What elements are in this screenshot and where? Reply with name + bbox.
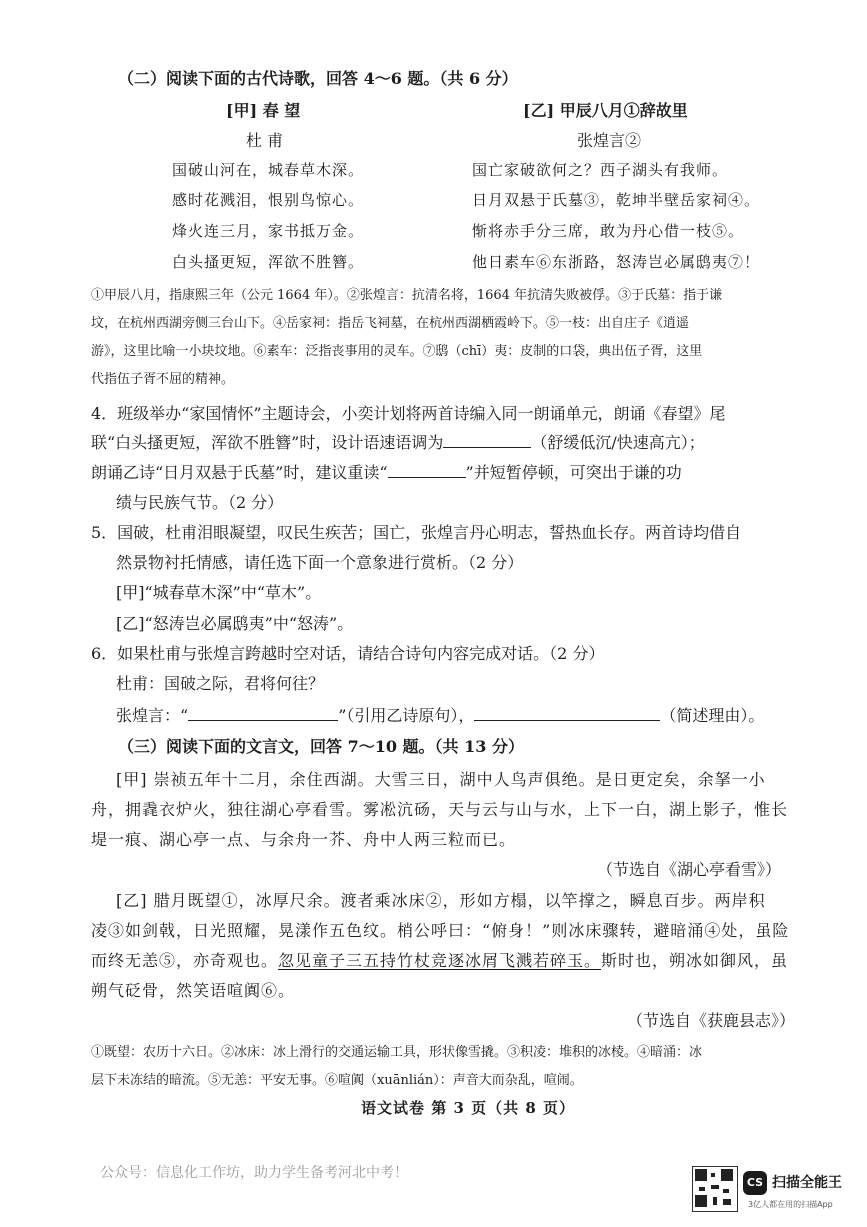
passage-b-line: 朔气砭骨，然笑语喧阗⑥。 xyxy=(91,981,296,1000)
passage-b-line: 凌③如剑戟，日光照耀，晃漾作五色纹。梢公呼曰：“俯身！”则冰床骤转，避暗涌④处，虽险 xyxy=(91,921,790,940)
poem-note: 游》，这里比喻一小块坟地。⑥素车：泛指丧事用的灵车。⑦鸱（chī）夷：皮制的口袋，典出伍子胥，这里 xyxy=(91,344,703,359)
poem-b-line: 日月双悬于氏墓③，乾坤半壁岳家祠④。 xyxy=(472,191,761,209)
q6-line: 6．如果杜甫与张煌言跨越时空对话，请结合诗句内容完成对话。（2 分） xyxy=(91,644,605,663)
poem-a-author: 杜 甫 xyxy=(246,131,284,150)
q5-option-a: [甲]“城春草木深”中“草木”。 xyxy=(116,583,322,602)
watermark-text: 公众号：信息化工作坊，助力学生备考河北中考！ xyxy=(100,1165,408,1181)
passage-a-line: 舟，拥毳衣炉火，独往湖心亭看雪。雾凇沆砀，天与云与山与水，上下一白，湖上影子，惟长 xyxy=(91,800,789,819)
poem-a-line: 烽火连三月，家书抵万金。 xyxy=(172,222,365,240)
q4-blank-2[interactable] xyxy=(388,463,466,478)
q4-text: 联“白头搔更短，浑欲不胜簪”时，设计语速语调为 xyxy=(91,433,444,452)
passage-a-line: 堤一痕、湖心亭一点、与余舟一芥、舟中人两三粒而已。 xyxy=(91,830,517,849)
passage-b-text: 而终无恙⑤，亦奇观也。 xyxy=(91,951,279,970)
underlined-sentence: 忽见童子三五持竹杖竞逐冰屑飞溅若碎玉。 xyxy=(278,951,602,970)
poem-a-line: 白头搔更短，浑欲不胜簪。 xyxy=(172,253,365,271)
poem-b-title: [乙] 甲辰八月①辞故里 xyxy=(523,101,688,120)
passage-b-text: 斯时也，朔冰如御风，虽 xyxy=(601,951,789,970)
section3-heading: （三）阅读下面的文言文，回答 7～10 题。（共 13 分） xyxy=(118,737,524,756)
passage-a-line: [甲] 崇祯五年十二月，余住西湖。大雪三日，湖中人鸟声俱绝。是日更定矣，余拏一小 xyxy=(116,770,766,789)
passage-b-line xyxy=(91,948,788,971)
q4-line: 4．班级举办“家国情怀”主题诗会，小奕计划将两首诗编入同一朗诵单元，朗诵《春望》尾 xyxy=(91,404,726,423)
passage-b-source: （节选自《获鹿县志》） xyxy=(627,1011,796,1030)
q6-text: （简述理由）。 xyxy=(660,706,765,725)
passage-a-source: （节选自《湖心亭看雪》） xyxy=(597,860,782,879)
q5-option-b: [乙]“怒涛岂必属鸱夷”中“怒涛”。 xyxy=(116,614,354,633)
qr-code xyxy=(692,1166,738,1212)
passage-note: ①既望：农历十六日。②冰床：冰上滑行的交通运输工具，形状像雪撬。③积凌：堆积的冰棱。④暗涌：冰 xyxy=(91,1045,703,1060)
camscanner-logo-icon: CS xyxy=(743,1171,767,1195)
q6-blank-1[interactable] xyxy=(188,706,338,721)
poem-b-line: 国亡家破欲何之？西子湖头有我师。 xyxy=(472,161,729,179)
q6-blank-2[interactable] xyxy=(474,706,660,721)
poem-note: 代指伍子胥不屈的精神。 xyxy=(91,372,235,387)
poem-note: 坟，在杭州西湖旁侧三台山下。④岳家祠：指岳飞祠墓，在杭州西湖栖霞岭下。⑤一枝：出自庄子《逍遥 xyxy=(91,316,690,331)
q6-text: ”（引用乙诗原句）， xyxy=(338,706,475,725)
page-footer: 语文试卷 第 3 页（共 8 页） xyxy=(361,1099,575,1117)
section2-heading: （二）阅读下面的古代诗歌，回答 4～6 题。（共 6 分） xyxy=(118,69,518,88)
q4-line xyxy=(91,430,705,453)
poem-note: ①甲辰八月，指康熙三年（公元 1664 年）。②张煌言：抗清名将，1664 年抗清失败被俘。③于氏墓：指于谦 xyxy=(91,288,723,303)
poem-b-line: 他日素车⑥东浙路，怒涛岂必属鸱夷⑦！ xyxy=(472,253,761,271)
passage-b-line: [乙] 腊月既望①，冰厚尺余。渡者乘冰床②，形如方榻，以竿撑之，瞬息百步。两岸积 xyxy=(116,891,766,910)
scanner-app-name: 扫描全能王 xyxy=(772,1175,842,1191)
poem-a-line: 感时花溅泪，恨别鸟惊心。 xyxy=(172,191,365,209)
scanner-app-tagline: 3亿人都在用的扫描App xyxy=(748,1200,833,1209)
poem-a-line: 国破山河在，城春草木深。 xyxy=(172,161,365,179)
q4-line: 绩与民族气节。（2 分） xyxy=(116,493,284,512)
poem-a-title: [甲] 春 望 xyxy=(226,101,301,120)
q4-text: （舒缓低沉/快速高亢）； xyxy=(531,433,705,452)
q5-line: 5．国破，杜甫泪眼凝望，叹民生疾苦；国亡，张煌言丹心明志，誓热血长存。两首诗均借自 xyxy=(91,523,742,542)
q6-text: 张煌言：“ xyxy=(116,706,189,725)
q4-text: 朗诵乙诗“日月双悬于氏墓”时，建议重读“ xyxy=(91,463,388,482)
q6-zhang xyxy=(116,703,764,726)
q4-text: ”并短暂停顿，可突出于谦的功 xyxy=(465,463,682,482)
q4-blank-1[interactable] xyxy=(443,433,531,448)
q5-line: 然景物衬托情感，请任选下面一个意象进行赏析。（2 分） xyxy=(116,553,524,572)
poem-b-author: 张煌言② xyxy=(577,131,642,150)
poem-b-line: 惭将赤手分三席，敢为丹心借一枝⑤。 xyxy=(472,222,745,240)
passage-note: 层下未冻结的暗流。⑤无恙：平安无事。⑥喧阗（xuānlián）：声音大而杂乱，喧闹。 xyxy=(91,1073,583,1088)
q4-line xyxy=(91,460,682,483)
q6-dufu: 杜甫：国破之际，君将何往？ xyxy=(116,674,325,693)
